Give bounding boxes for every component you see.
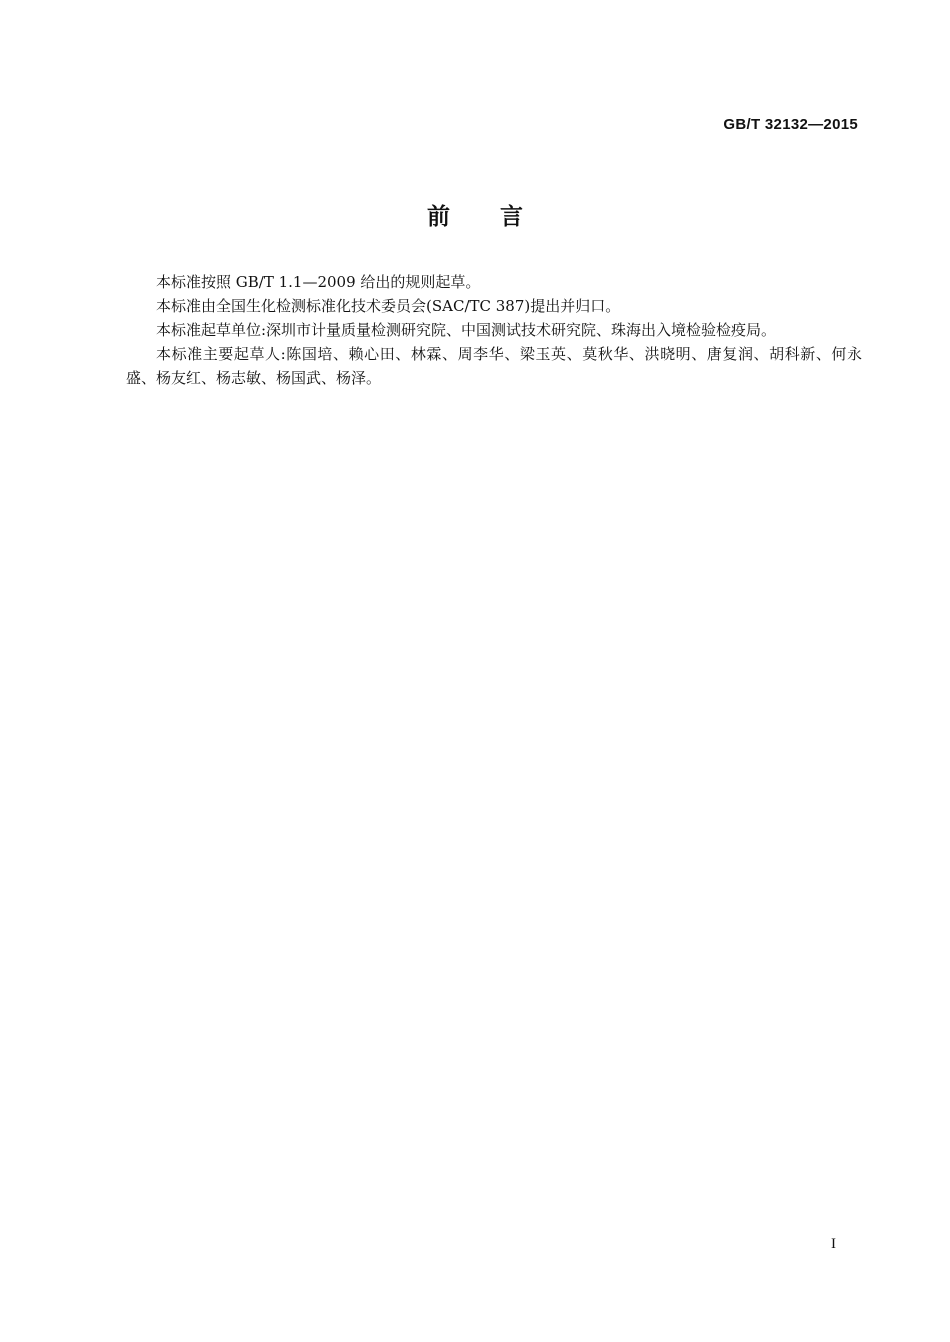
paragraph-drafters: 本标准主要起草人:陈国培、赖心田、林霖、周李华、梁玉英、莫秋华、洪晓明、唐复润、胡科新、何永盛、杨友红、杨志敏、杨国武、杨泽。 <box>126 345 862 387</box>
standard-number: GB/T 32132—2015 <box>723 116 858 133</box>
paragraph-proposer: 本标准由全国生化检测标准化技术委员会(SAC/TC 387)提出并归口。 <box>156 297 621 315</box>
paragraph-drafting-rules: 本标准按照 GB/T 1.1—2009 给出的规则起草。 <box>156 273 481 291</box>
body-text <box>126 270 862 390</box>
page-title: 前言 <box>427 204 573 230</box>
page-number: I <box>831 1236 836 1252</box>
paragraph-drafting-units: 本标准起草单位:深圳市计量质量检测研究院、中国测试技术研究院、珠海出入境检验检疫局。 <box>156 321 777 339</box>
